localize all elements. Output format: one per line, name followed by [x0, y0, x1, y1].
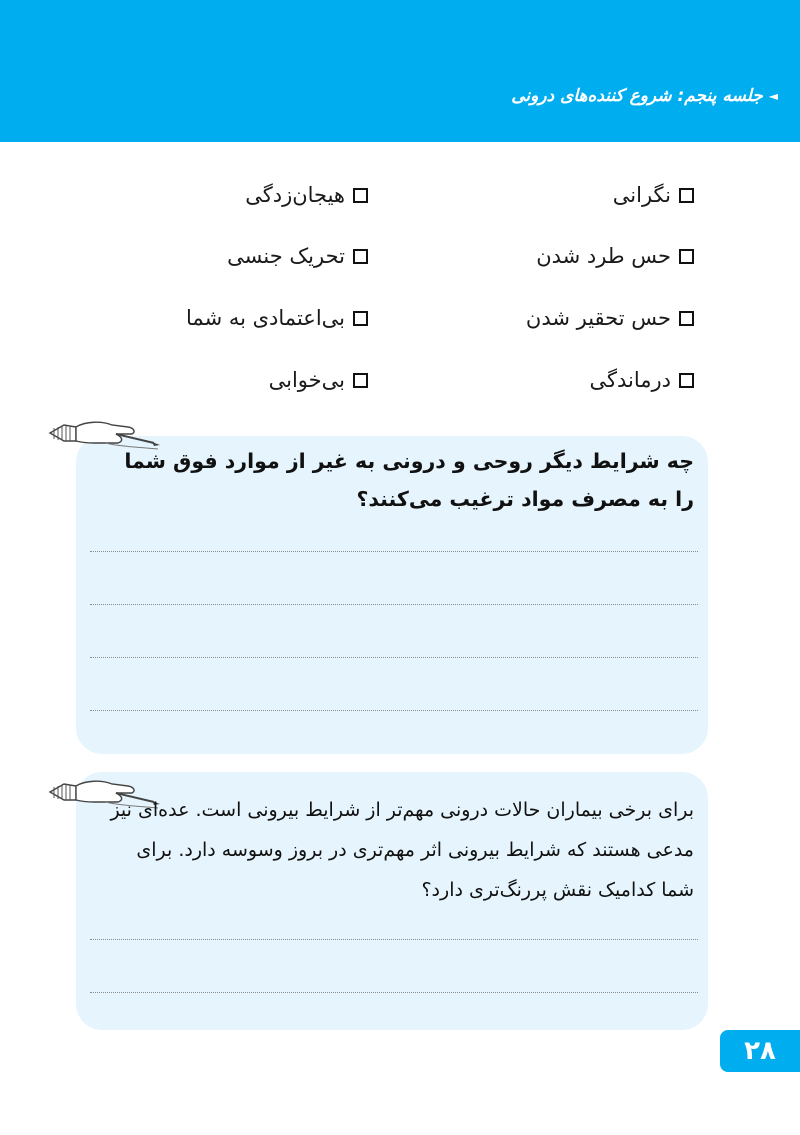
answer-line[interactable]	[90, 604, 698, 605]
checklist-label: تحریک جنسی	[227, 244, 345, 268]
question-1-text: چه شرایط دیگر روحی و درونی به غیر از موارد فوق شما را به مصرف مواد ترغیب می‌کنند؟	[124, 449, 694, 511]
page-header	[0, 0, 800, 142]
checklist-item[interactable]	[245, 183, 368, 207]
checklist-item[interactable]	[526, 306, 694, 330]
checkbox-icon[interactable]	[679, 373, 694, 388]
checkbox-icon[interactable]	[353, 373, 368, 388]
checklist-item[interactable]	[613, 183, 694, 207]
answer-line[interactable]	[90, 710, 698, 711]
section-title	[511, 86, 778, 106]
checkbox-icon[interactable]	[679, 249, 694, 264]
checklist-label: نگرانی	[612, 183, 671, 207]
checklist-label: هیجان‌زدگی	[245, 183, 345, 207]
answer-line[interactable]	[90, 657, 698, 658]
checklist-label: بی‌اعتمادی به شما	[186, 306, 345, 330]
checklist-label: حس طرد شدن	[536, 244, 671, 268]
triangle-marker-icon: ◄	[768, 89, 778, 103]
checklist-label: حس تحقیر شدن	[525, 306, 671, 330]
checklist-item[interactable]	[227, 244, 368, 268]
answer-line[interactable]	[90, 551, 698, 552]
checkbox-icon[interactable]	[353, 249, 368, 264]
section-title-text: جلسه پنجم: شروع کننده‌های درونی	[511, 86, 763, 106]
checklist-item[interactable]	[269, 368, 368, 392]
page-number: ۲۸	[720, 1030, 800, 1072]
checkbox-icon[interactable]	[353, 188, 368, 203]
checklist-label: بی‌خوابی	[268, 368, 345, 392]
checkbox-icon[interactable]	[679, 311, 694, 326]
checklist-item[interactable]	[536, 244, 694, 268]
checkbox-icon[interactable]	[353, 311, 368, 326]
answer-line[interactable]	[90, 939, 698, 940]
checklist-item[interactable]	[186, 306, 368, 330]
checklist-item[interactable]	[589, 368, 694, 392]
answer-line[interactable]	[90, 992, 698, 993]
checklist-label: درماندگی	[589, 368, 671, 392]
checkbox-icon[interactable]	[679, 188, 694, 203]
question-2-text: برای برخی بیماران حالات درونی مهم‌تر از شرایط بیرونی است. عده‌ای نیز مدعی هستند که شرایط بیرونی اثر مهم‌تری در بروز وسوسه دارد. برای شما کدامیک نقش پررنگ‌تری دارد؟	[110, 799, 694, 901]
